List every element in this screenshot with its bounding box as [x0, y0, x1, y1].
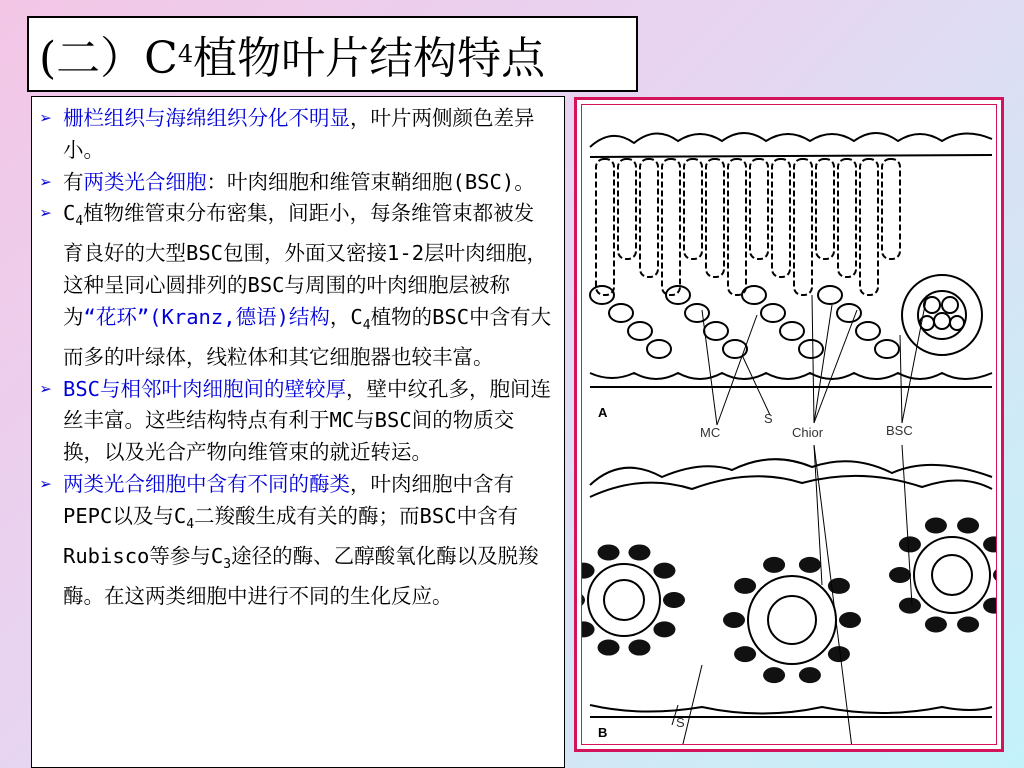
label-s-bottom: S [676, 715, 685, 730]
bullet-item [40, 167, 554, 199]
chloroplast-mark [628, 640, 650, 656]
figure-frame [574, 97, 1004, 752]
chloroplast-mark [899, 536, 921, 552]
slide-title [27, 16, 638, 92]
label-s-top: S [764, 411, 773, 426]
palisade-cell [838, 159, 856, 277]
chloroplast-mark [598, 640, 620, 656]
spongy-cell [628, 322, 652, 340]
body-text: 植物维管束分布密集，间距小，每条维管束都被发育良好的大型BSC包围，外面又密接1-2层叶肉细胞，这种呈同心圆排列的BSC与周围的叶肉细胞层被称为 [63, 201, 548, 329]
palisade-cell [882, 159, 900, 259]
body-text: 途径的酶、乙醇酸氧化酶以及脱羧酶。在这两类细胞中进行不同的生化反应。 [63, 543, 539, 608]
chloroplast-mark [993, 567, 997, 583]
leader-lines-a [702, 295, 927, 425]
chloroplast-mark [663, 592, 685, 608]
palisade-cell [750, 159, 768, 259]
spongy-cell [837, 304, 861, 322]
chloroplast-mark [828, 646, 850, 662]
chloroplast-mark [957, 616, 979, 632]
spongy-cell [799, 340, 823, 358]
palisade-cell [640, 159, 658, 277]
bullet-item [40, 198, 554, 373]
chloroplast-mark [582, 563, 595, 579]
bullet-item [40, 103, 554, 167]
palisade-cell [816, 159, 834, 259]
palisade-cell [596, 159, 614, 295]
panel-b-drawing [588, 459, 992, 717]
highlighted-text: BSC与相邻叶肉细胞间的壁较厚 [63, 376, 347, 401]
spongy-cell [647, 340, 671, 358]
body-text: 4 [186, 516, 195, 532]
spongy-cell [761, 304, 785, 322]
bullet-item [40, 374, 554, 469]
chloroplast-mark [983, 536, 997, 552]
arrow-bullet-icon: ➢ [40, 201, 53, 226]
title-subscript: 4 [177, 40, 194, 68]
palisade-cell [706, 159, 724, 277]
body-text: 二羧酸生成有关的酶；而BSC中含有Rubisco等参与C [63, 503, 519, 568]
chloroplast-mark [598, 544, 620, 560]
highlighted-text: “花环”(Kranz,德语)结构 [83, 304, 330, 329]
arrow-bullet-icon: ➢ [40, 471, 53, 496]
spongy-cell [875, 340, 899, 358]
chloroplast-mark [899, 598, 921, 614]
label-b: B [598, 725, 608, 740]
spongy-cell [685, 304, 709, 322]
chloroplast-mark [925, 616, 947, 632]
leaf-anatomy-drawing [582, 105, 997, 745]
chloroplast-mark [582, 592, 585, 608]
spongy-cell [609, 304, 633, 322]
chloroplast-mark [799, 557, 821, 573]
chloroplast-mark [957, 518, 979, 534]
chloroplast-mark [763, 667, 785, 683]
arrow-bullet-icon: ➢ [40, 376, 53, 401]
arrow-bullet-icon: ➢ [40, 169, 53, 194]
chloroplast-mark [925, 518, 947, 534]
body-text: ，壁中纹孔多，胞间连丝丰富。这些结构特点有利于MC与BSC间的物质交换，以及光合产物向维管束的就近转运。 [63, 376, 552, 465]
arrow-bullet-icon: ➢ [40, 106, 53, 130]
chloroplast-mark [889, 567, 911, 583]
spongy-cell [590, 286, 614, 304]
chloroplast-mark [983, 598, 997, 614]
chloroplast-mark [734, 646, 756, 662]
text-panel [31, 96, 565, 768]
palisade-cell [794, 159, 812, 295]
highlighted-text: 栅栏组织与海绵组织分化不明显 [63, 106, 350, 130]
body-text: ，叶片两侧颜色差异小。 [63, 106, 535, 162]
highlighted-text: 两类光合细胞中含有不同的酶类 [63, 471, 350, 496]
body-text: ，C [329, 304, 363, 329]
body-text: 植物的BSC中含有大而多的叶绿体，线粒体和其它细胞器也较丰富。 [63, 304, 552, 369]
body-text: ，叶肉细胞中含有PEPC以及与C [63, 471, 514, 528]
highlighted-text: 两类光合细胞 [83, 169, 207, 194]
chloroplast-mark [628, 544, 650, 560]
palisade-cell [662, 159, 680, 295]
palisade-cell [728, 159, 746, 295]
title-prefix: (二）C [39, 33, 178, 84]
spongy-cell [742, 286, 766, 304]
label-mc: MC [700, 425, 721, 440]
palisade-cell [618, 159, 636, 259]
leaf-cross-section-figure [581, 104, 997, 745]
body-text: ：叶肉细胞和维管束鞘细胞(BSC)。 [206, 169, 535, 194]
body-text: 有 [63, 169, 84, 194]
chloroplast-mark [799, 667, 821, 683]
chloroplast-mark [582, 621, 595, 637]
label-bsc: BSC [886, 423, 913, 438]
chloroplast-mark [839, 612, 861, 628]
spongy-cell [818, 286, 842, 304]
body-text: C [63, 201, 76, 226]
palisade-cell [772, 159, 790, 277]
label-chlor: Chior [792, 425, 824, 440]
chloroplast-mark [653, 563, 675, 579]
chloroplast-mark [734, 578, 756, 594]
title-suffix: 植物叶片结构特点 [193, 33, 546, 84]
spongy-cell [704, 322, 728, 340]
body-text: 4 [75, 214, 84, 230]
bullet-item [40, 469, 554, 612]
body-text: 3 [223, 556, 232, 572]
palisade-cell [684, 159, 702, 259]
spongy-cell [723, 340, 747, 358]
spongy-cell [780, 322, 804, 340]
palisade-cell [860, 159, 878, 295]
chloroplast-mark [723, 612, 745, 628]
chloroplast-mark [653, 621, 675, 637]
chloroplast-mark [763, 557, 785, 573]
spongy-cell [856, 322, 880, 340]
label-a: A [598, 405, 608, 420]
body-text: 4 [362, 317, 371, 333]
panel-a-drawing [590, 133, 992, 387]
